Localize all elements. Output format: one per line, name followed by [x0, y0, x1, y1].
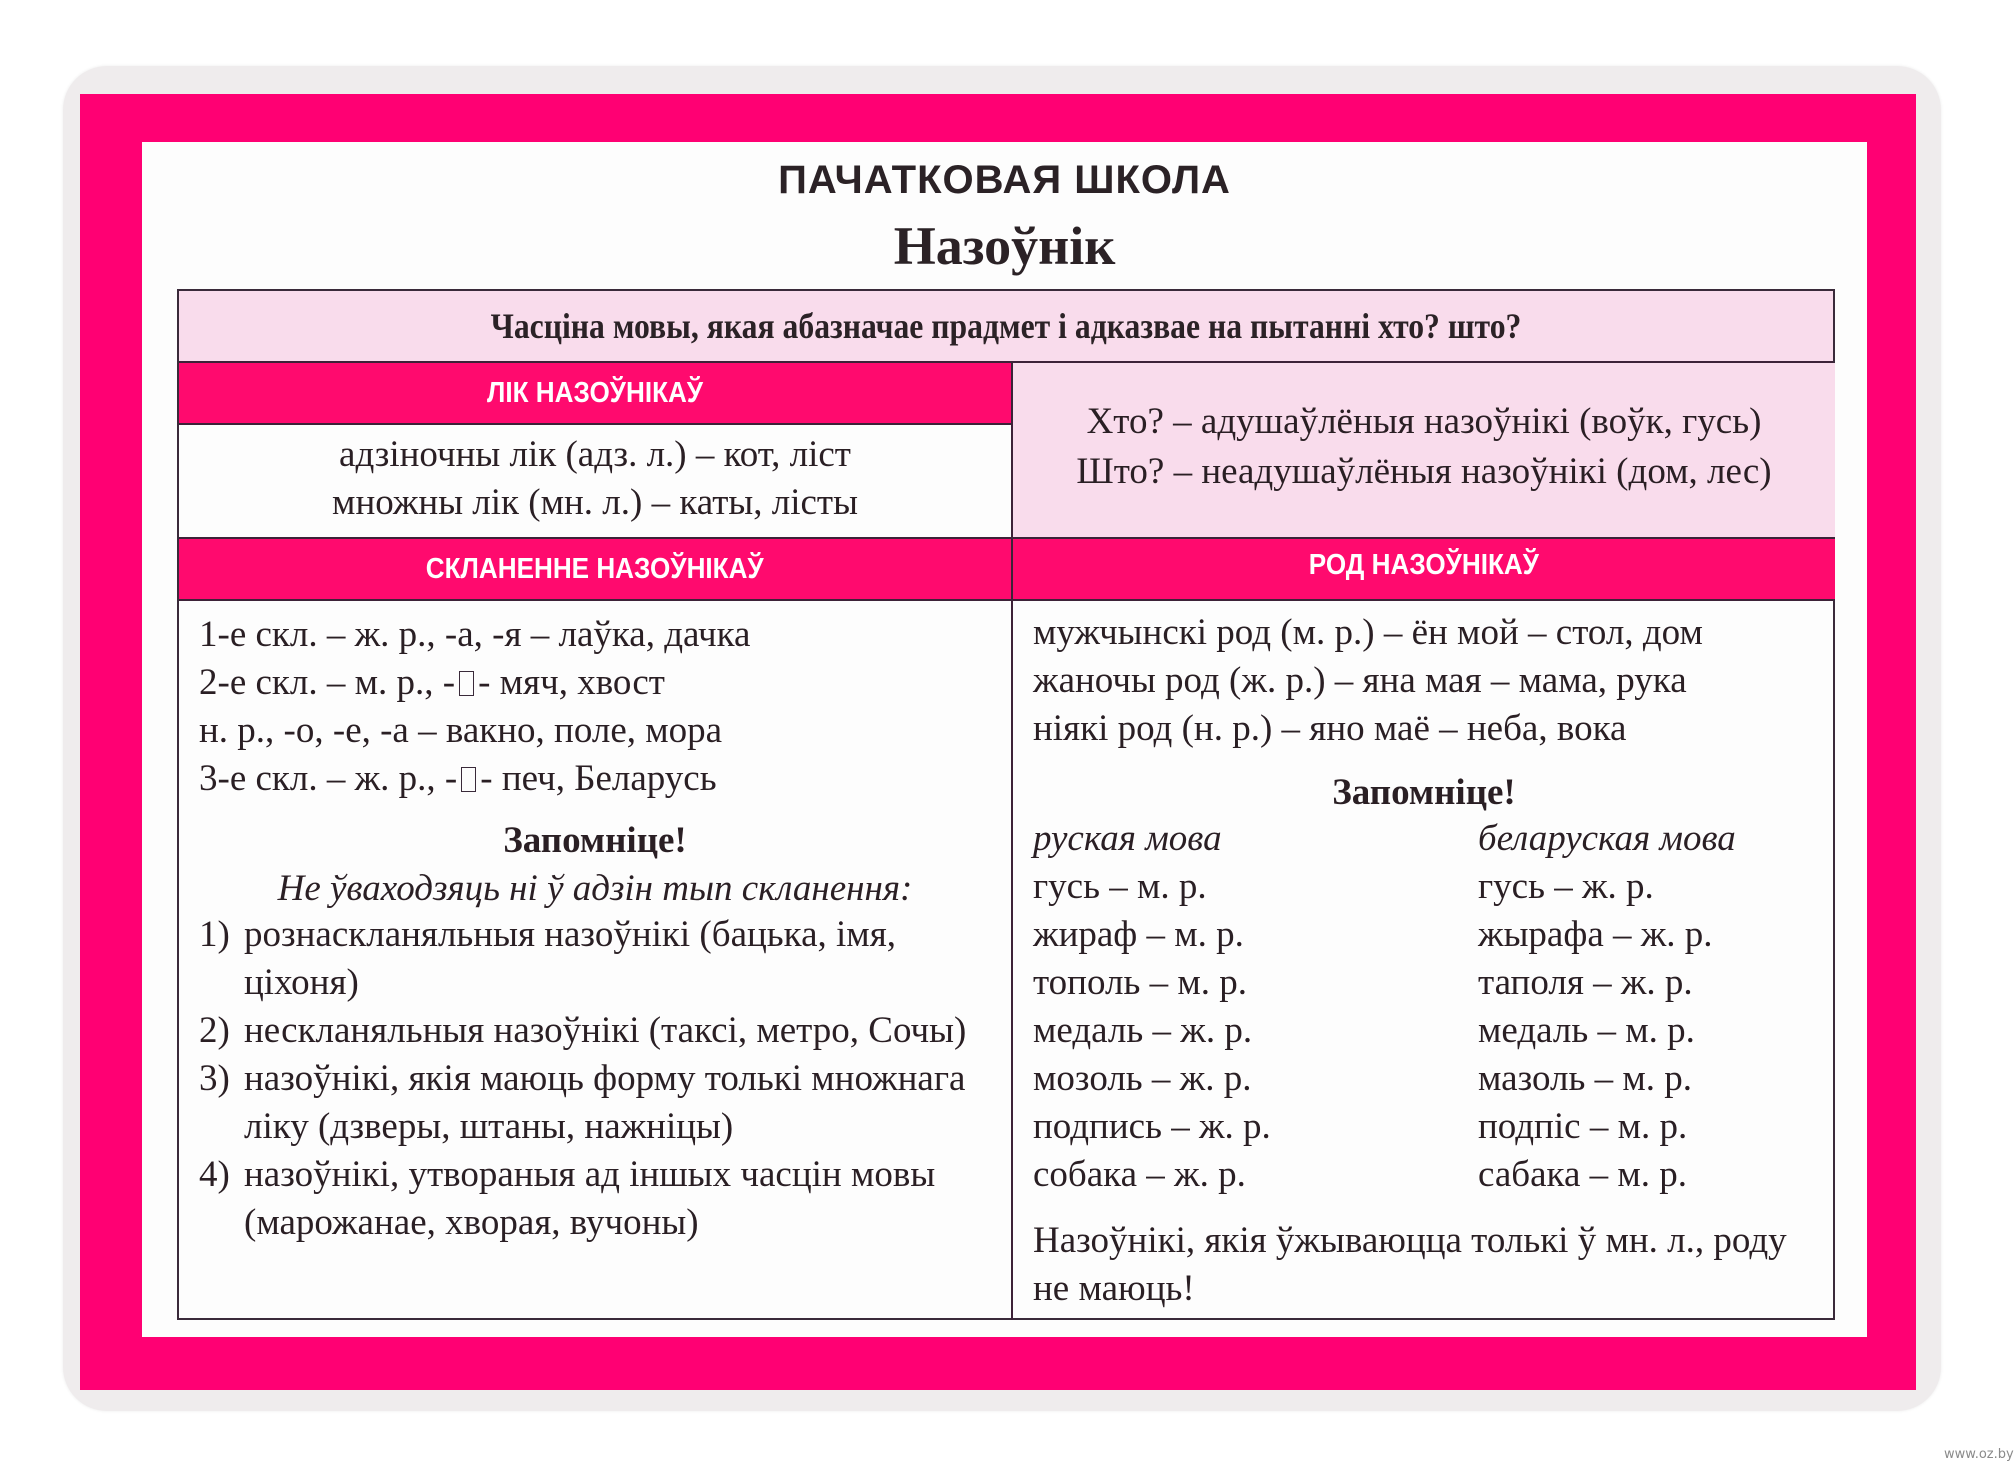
declension-line	[199, 755, 999, 803]
declension-text: - мяч, хвост	[478, 662, 665, 703]
declension-text: - печ, Беларусь	[480, 758, 717, 799]
compare-header-by: беларуская мова	[1478, 818, 1736, 859]
declension-line	[199, 707, 999, 755]
item-number: 4)	[199, 1154, 230, 1195]
gender-note: Назоўнікі, якія ўжываюцца толькі ў мн. л., роду не маюць!	[1033, 1220, 1787, 1309]
declension-text: 2-е скл. – м. р., -	[199, 662, 456, 703]
declension-remember-subtitle: Не ўваходзяць ні ў адзін тып скланення:	[277, 868, 913, 909]
item-number: 1)	[199, 914, 230, 955]
declension-line	[199, 611, 999, 659]
compare-ru: медаль – ж. р.	[1033, 1010, 1253, 1051]
gender-header-label: РОД НАЗОЎНІКАЎ	[1308, 548, 1540, 581]
number-line: множны лік (мн. л.) – каты, лісты	[332, 482, 858, 523]
animacy-line: Хто? – адушаўлёныя назоўнікі (воўк, гусь)	[1086, 401, 1762, 442]
animacy-line: Што? – неадушаўлёныя назоўнікі (дом, лес)	[1076, 451, 1772, 492]
item-number: 2)	[199, 1010, 230, 1051]
item-number: 3)	[199, 1058, 230, 1099]
compare-by: гусь – ж. р.	[1478, 866, 1654, 907]
compare-by: таполя – ж. р.	[1478, 962, 1693, 1003]
declension-header-label: СКЛАНЕННЕ НАЗОЎНІКАЎ	[426, 552, 764, 585]
gender-body	[1033, 609, 1833, 753]
exception-item	[199, 1151, 999, 1247]
compare-ru: тополь – м. р.	[1033, 962, 1247, 1003]
compare-ru: гусь – м. р.	[1033, 866, 1207, 907]
definition-text: Часціна мовы, якая абазначае прадмет і адказвае на пытанні хто? што?	[490, 306, 1522, 346]
compare-by: сабака – м. р.	[1478, 1154, 1688, 1195]
exception-item	[199, 1007, 999, 1055]
page-title: Назоўнік	[893, 216, 1116, 276]
number-header-label: ЛІК НАЗОЎНІКАЎ	[486, 376, 704, 409]
gender-line: мужчынскі род (м. р.) – ён мой – стол, дом	[1033, 612, 1703, 653]
declension-remember-title: Запомніце!	[503, 820, 687, 861]
zero-ending-icon	[461, 767, 476, 792]
gender-line: ніякі род (н. р.) – яно маё – неба, вока	[1033, 708, 1627, 749]
animacy-body	[1013, 363, 1835, 537]
divider	[179, 599, 1833, 601]
compare-header-ru: руская мова	[1033, 818, 1222, 859]
gender-remember-title: Запомніце!	[1332, 772, 1516, 813]
exception-item	[199, 1055, 999, 1151]
gender-comparison	[1033, 815, 1878, 1199]
item-text: рознаскланяльныя назоўнікі (бацька, імя, ціхоня)	[244, 914, 896, 1003]
number-line: адзіночны лік (адз. л.) – кот, ліст	[339, 434, 851, 475]
gender-line: жаночы род (ж. р.) – яна мая – мама, рука	[1033, 660, 1687, 701]
compare-ru: мозоль – ж. р.	[1033, 1058, 1252, 1099]
compare-by: подпіс – м. р.	[1478, 1106, 1688, 1147]
grammar-table	[177, 289, 1835, 1320]
compare-by: жырафа – ж. р.	[1478, 914, 1713, 955]
declension-text: 1-е скл. – ж. р., -а, -я – лаўка, дачка	[199, 614, 751, 655]
number-header	[179, 363, 1011, 423]
column-divider	[1011, 363, 1013, 1320]
declension-header	[179, 539, 1011, 599]
compare-ru: собака – ж. р.	[1033, 1154, 1246, 1195]
declension-text: 3-е скл. – ж. р., -	[199, 758, 458, 799]
declension-body	[199, 611, 999, 803]
gender-header	[1013, 539, 1835, 599]
zero-ending-icon	[459, 671, 474, 696]
declension-line	[199, 659, 999, 707]
declension-text: н. р., -о, -е, -а – вакно, поле, мора	[199, 710, 723, 751]
item-text: нескланяльныя назоўнікі (таксі, метро, Сочы)	[244, 1010, 967, 1051]
number-body	[179, 425, 1011, 537]
watermark: www.oz.by	[1944, 1447, 2014, 1462]
item-text: назоўнікі, утвораныя ад іншых часцін мовы (марожанае, хворая, вучоны)	[244, 1154, 936, 1243]
compare-ru: жираф – м. р.	[1033, 914, 1244, 955]
compare-ru: подпись – ж. р.	[1033, 1106, 1271, 1147]
item-text: назоўнікі, якія маюць форму толькі множнага ліку (дзверы, штаны, нажніцы)	[244, 1058, 966, 1147]
series-title: ПАЧАТКОВАЯ ШКОЛА	[778, 158, 1231, 202]
compare-by: медаль – м. р.	[1478, 1010, 1695, 1051]
exceptions-list	[199, 911, 999, 1247]
definition-row	[179, 291, 1833, 361]
compare-by: мазоль – м. р.	[1478, 1058, 1692, 1099]
exception-item	[199, 911, 999, 1007]
